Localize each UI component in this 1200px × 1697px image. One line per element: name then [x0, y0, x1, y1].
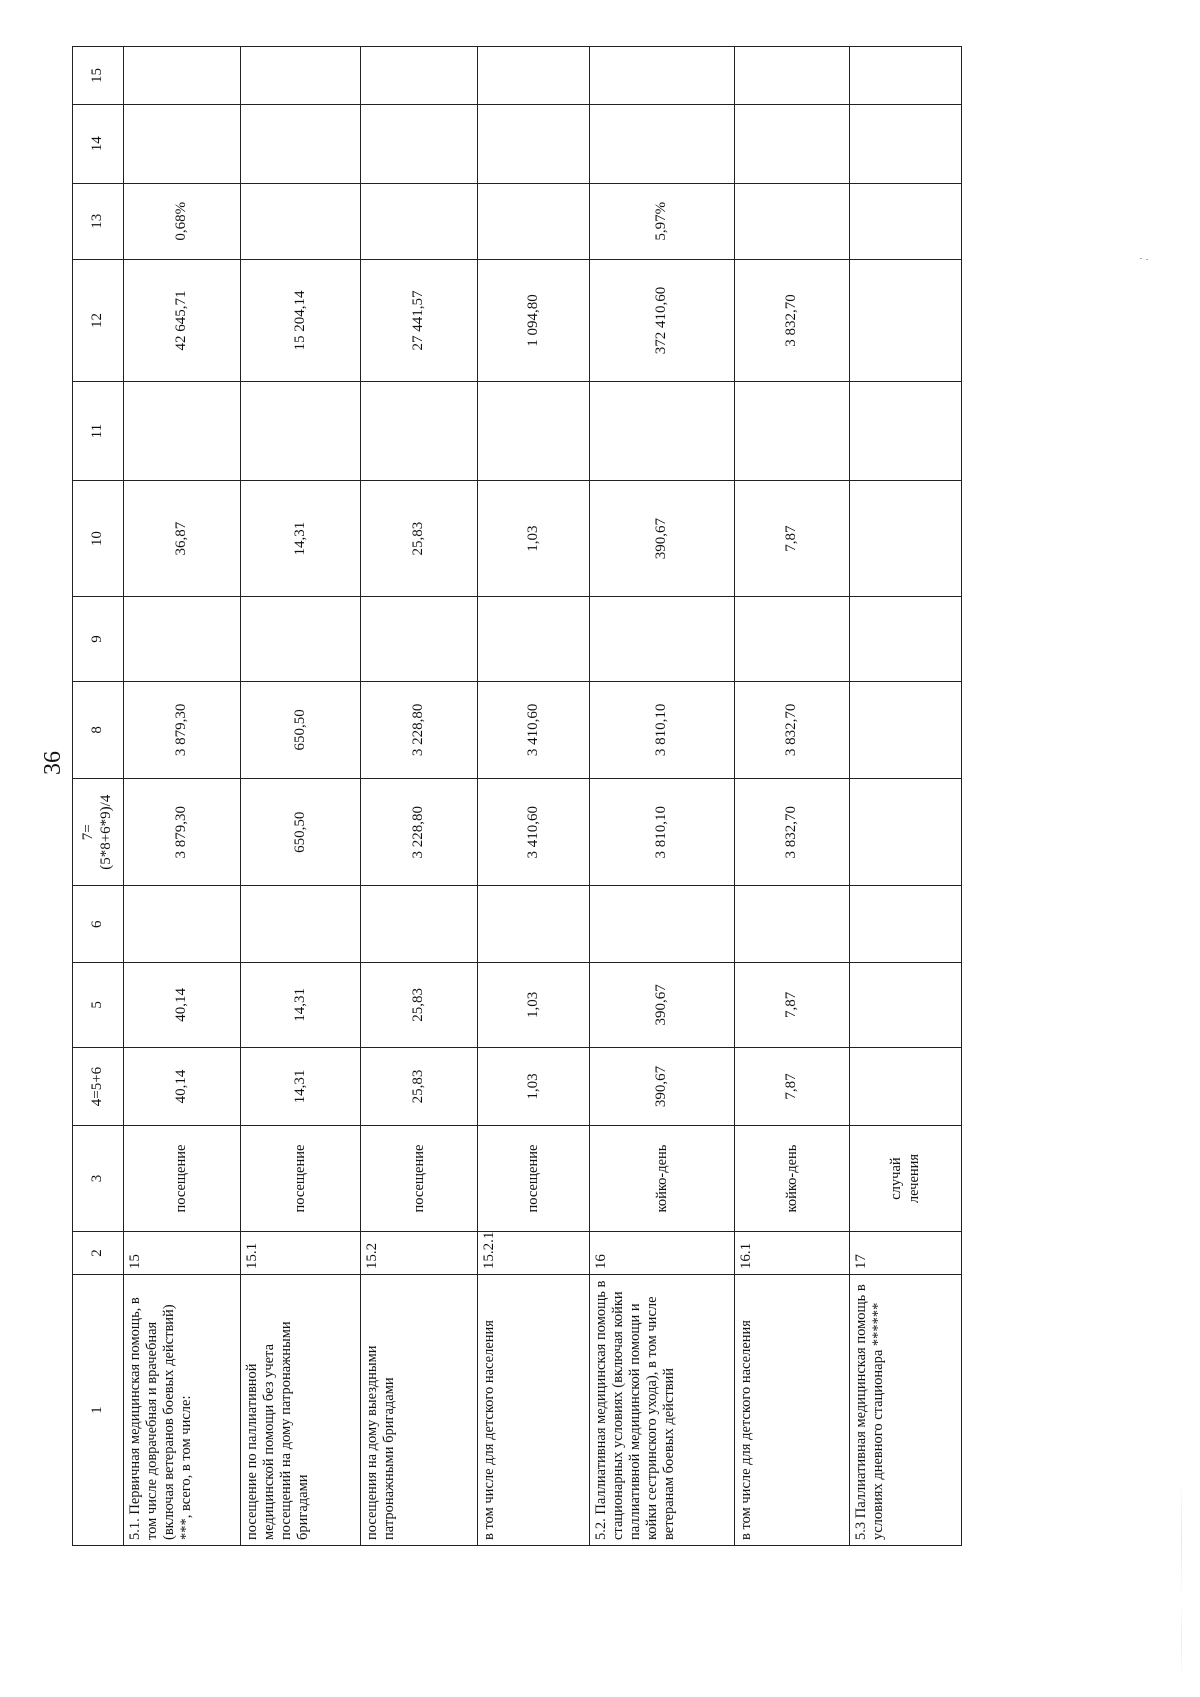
value-cell	[850, 260, 962, 382]
column-header: 8	[73, 681, 124, 778]
unit-cell: посещение	[124, 1126, 241, 1231]
value-cell: 1,03	[478, 962, 590, 1047]
row-code-cell: 15.2.1	[478, 1231, 590, 1274]
row-label-cell: посещения на дому выездными патронажными бригадами	[361, 1275, 478, 1546]
value-cell: 5,97%	[589, 183, 734, 260]
value-cell	[361, 47, 478, 105]
row-code-cell: 15.1	[241, 1231, 361, 1274]
value-cell: 3 810,10	[589, 778, 734, 886]
column-header: 11	[73, 382, 124, 481]
column-header: 10	[73, 481, 124, 597]
value-cell: 25,83	[361, 1047, 478, 1126]
value-cell	[241, 47, 361, 105]
value-cell	[850, 481, 962, 597]
value-cell	[361, 597, 478, 682]
value-cell	[850, 382, 962, 481]
value-cell: 7,87	[735, 962, 850, 1047]
table-row	[124, 47, 241, 1546]
value-cell: 14,31	[241, 1047, 361, 1126]
value-cell: 0,68%	[124, 183, 241, 260]
value-cell: 3 410,60	[478, 778, 590, 886]
row-label-cell: 5.1. Первичная медицинская помощь, в том числе доврачебная и врачебная (включая ветеранов боевых действий) ***, всего, в том числе:	[124, 1275, 241, 1546]
value-cell: 372 410,60	[589, 260, 734, 382]
value-cell	[850, 104, 962, 183]
value-cell	[478, 183, 590, 260]
value-cell	[241, 597, 361, 682]
column-header: 4=5+6	[73, 1047, 124, 1126]
row-label-cell: посещение по паллиативной медицинской помощи без учета посещений на дому патронажными бригадами	[241, 1275, 361, 1546]
column-header: 2	[73, 1231, 124, 1274]
value-cell	[361, 104, 478, 183]
value-cell: 1,03	[478, 1047, 590, 1126]
value-cell	[850, 886, 962, 963]
column-header: 6	[73, 886, 124, 963]
value-cell	[735, 47, 850, 105]
value-cell	[478, 104, 590, 183]
row-label-cell: 5.3 Паллиативная медицинская помощь в условиях дневного стационара ******	[850, 1275, 962, 1546]
column-header: 9	[73, 597, 124, 682]
value-cell: 3 832,70	[735, 260, 850, 382]
data-table	[72, 46, 962, 1546]
value-cell	[735, 183, 850, 260]
value-cell: 3 832,70	[735, 778, 850, 886]
value-cell	[850, 47, 962, 105]
value-cell	[124, 886, 241, 963]
value-cell	[735, 104, 850, 183]
value-cell: 390,67	[589, 1047, 734, 1126]
column-header: 1	[73, 1275, 124, 1546]
value-cell	[589, 47, 734, 105]
value-cell: 25,83	[361, 962, 478, 1047]
value-cell: 3 879,30	[124, 778, 241, 886]
value-cell: 42 645,71	[124, 260, 241, 382]
column-header: 15	[73, 47, 124, 105]
value-cell: 36,87	[124, 481, 241, 597]
column-header: 12	[73, 260, 124, 382]
unit-cell: койко-день	[589, 1126, 734, 1231]
value-cell: 40,14	[124, 962, 241, 1047]
value-cell	[735, 597, 850, 682]
page-number: 36	[40, 751, 66, 775]
unit-cell: посещение	[241, 1126, 361, 1231]
value-cell	[589, 382, 734, 481]
table-row	[589, 47, 734, 1546]
value-cell: 3 832,70	[735, 681, 850, 778]
value-cell	[850, 597, 962, 682]
value-cell: 3 228,80	[361, 681, 478, 778]
value-cell	[589, 597, 734, 682]
table-row	[735, 47, 850, 1546]
value-cell: 25,83	[361, 481, 478, 597]
unit-cell: посещение	[361, 1126, 478, 1231]
value-cell: 650,50	[241, 778, 361, 886]
value-cell	[589, 104, 734, 183]
table-row	[478, 47, 590, 1546]
value-cell	[361, 382, 478, 481]
value-cell	[478, 47, 590, 105]
value-cell	[850, 778, 962, 886]
value-cell	[850, 183, 962, 260]
value-cell	[850, 1047, 962, 1126]
value-cell	[124, 104, 241, 183]
value-cell	[361, 886, 478, 963]
value-cell	[361, 183, 478, 260]
column-header: 3	[73, 1126, 124, 1231]
unit-cell: койко-день	[735, 1126, 850, 1231]
value-cell	[735, 886, 850, 963]
row-code-cell: 16	[589, 1231, 734, 1274]
value-cell: 3 228,80	[361, 778, 478, 886]
unit-cell: посещение	[478, 1126, 590, 1231]
value-cell	[124, 597, 241, 682]
table-row	[850, 47, 962, 1546]
value-cell: 390,67	[589, 962, 734, 1047]
value-cell	[124, 382, 241, 481]
column-header: 7= (5*8+6*9)/4	[73, 778, 124, 886]
value-cell: 14,31	[241, 962, 361, 1047]
value-cell	[241, 382, 361, 481]
value-cell: 390,67	[589, 481, 734, 597]
value-cell: 1 094,80	[478, 260, 590, 382]
value-cell: 40,14	[124, 1047, 241, 1126]
value-cell	[478, 597, 590, 682]
value-cell	[241, 183, 361, 260]
row-code-cell: 17	[850, 1231, 962, 1274]
value-cell: 3 879,30	[124, 681, 241, 778]
value-cell	[478, 886, 590, 963]
value-cell: 7,87	[735, 481, 850, 597]
row-label-cell: 5.2. Паллиативная медицинская помощь в стационарных условиях (включая койки паллиативной медицинской помощи и койки сестринского ухода), в том числе ветеранам боевых действий	[589, 1275, 734, 1546]
value-cell: 7,87	[735, 1047, 850, 1126]
scan-edge-noise	[1181, 1480, 1182, 1680]
value-cell	[241, 104, 361, 183]
column-header: 14	[73, 104, 124, 183]
unit-cell: случай лечения	[850, 1126, 962, 1231]
rotated-table-area	[72, 46, 962, 1546]
scan-speck	[1140, 258, 1150, 260]
value-cell	[589, 886, 734, 963]
row-code-cell: 15.2	[361, 1231, 478, 1274]
row-code-cell: 15	[124, 1231, 241, 1274]
value-cell	[735, 382, 850, 481]
row-label-cell: в том числе для детского населения	[735, 1275, 850, 1546]
row-label-cell: в том числе для детского населения	[478, 1275, 590, 1546]
value-cell	[850, 962, 962, 1047]
value-cell	[478, 382, 590, 481]
value-cell: 15 204,14	[241, 260, 361, 382]
value-cell: 14,31	[241, 481, 361, 597]
table-header-row	[73, 47, 124, 1546]
value-cell: 3 410,60	[478, 681, 590, 778]
column-header: 5	[73, 962, 124, 1047]
value-cell	[850, 681, 962, 778]
table-row	[361, 47, 478, 1546]
table-row	[241, 47, 361, 1546]
value-cell: 1,03	[478, 481, 590, 597]
value-cell	[241, 886, 361, 963]
column-header: 13	[73, 183, 124, 260]
value-cell: 27 441,57	[361, 260, 478, 382]
row-code-cell: 16.1	[735, 1231, 850, 1274]
value-cell: 650,50	[241, 681, 361, 778]
value-cell	[124, 47, 241, 105]
value-cell: 3 810,10	[589, 681, 734, 778]
